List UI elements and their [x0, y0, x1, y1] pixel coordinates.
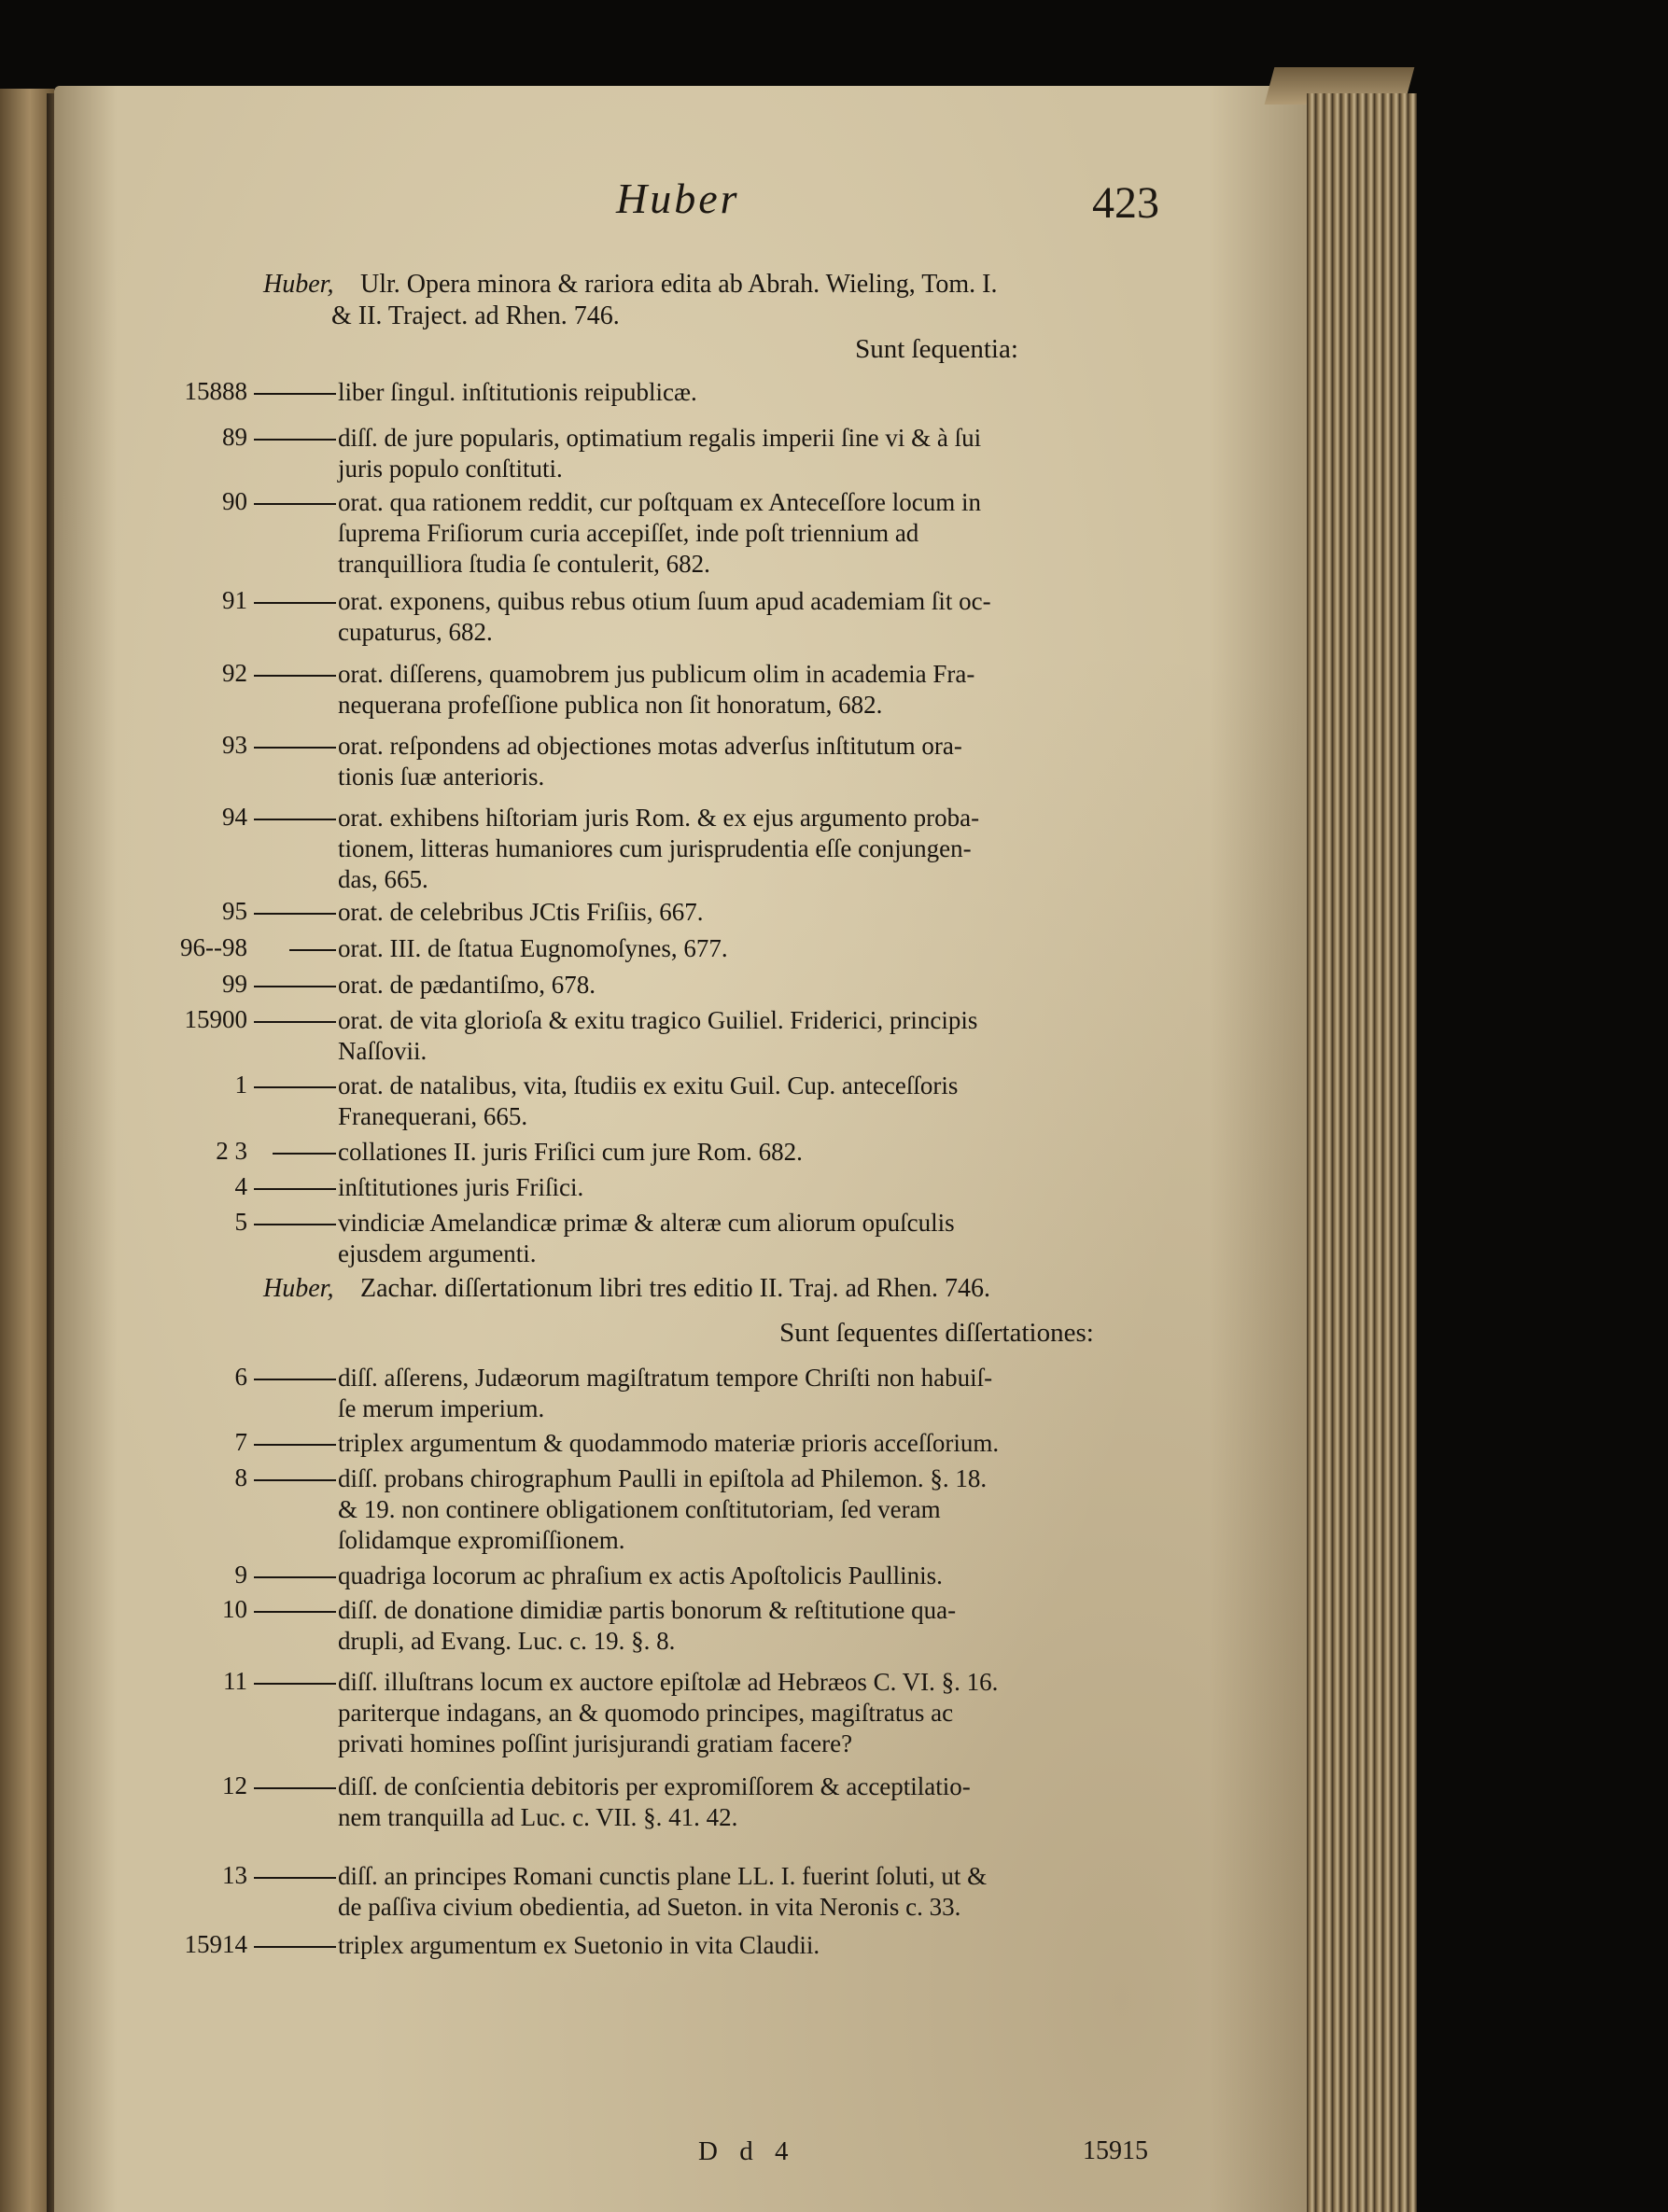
entry-text-line: ſuprema Friſiorum curia accepiſſet, inde poſt triennium ad	[338, 519, 919, 547]
entry-text-line: privati homines poſſint jurisjurandi gratiam facere?	[338, 1729, 853, 1757]
entry-number: 2 3	[216, 1137, 247, 1165]
ditto-dash	[254, 1224, 336, 1225]
ditto-dash	[273, 1153, 336, 1155]
entry-text-line: ejusdem argumenti.	[338, 1239, 537, 1267]
entry-number: 7	[234, 1428, 247, 1456]
entry-text-line: diſſ. de jure popularis, optimatium regalis imperii ſine vi & à ſui	[338, 424, 982, 452]
ditto-dash	[254, 1946, 336, 1948]
ditto-dash	[254, 1479, 336, 1481]
entry-number: 15900	[184, 1005, 247, 1033]
ditto-dash	[254, 1021, 336, 1023]
entry-text-line: tionem, litteras humaniores cum jurisprudentia eſſe conjungen-	[338, 834, 972, 862]
entry-text-line: cupaturus, 682.	[338, 618, 493, 646]
ditto-dash	[254, 1877, 336, 1879]
ditto-dash	[254, 439, 336, 441]
ditto-dash	[254, 1787, 336, 1789]
entry-number: 15888	[184, 377, 247, 405]
entry-text-line: orat. de natalibus, vita, ſtudiis ex exitu Guil. Cup. anteceſſoris	[338, 1071, 959, 1099]
entry-text-line: orat. diſſerens, quamobrem jus publicum olim in academia Fra-	[338, 660, 975, 688]
author-name	[263, 269, 333, 301]
entry-text-line: pariterque indagans, an & quomodo principes, magiſtratus ac	[338, 1699, 954, 1727]
entry-text-line: orat. III. de ſtatua Eugnomoſynes, 677.	[338, 934, 728, 962]
entry-text-line: Naſſovii.	[338, 1037, 428, 1065]
entry-number: 4	[234, 1172, 247, 1200]
entry-text-line: orat. de celebribus JCtis Friſiis, 667.	[338, 898, 704, 926]
entry-text-line: triplex argumentum ex Suetonio in vita Claudii.	[338, 1931, 820, 1959]
entry-number: 91	[222, 586, 247, 614]
catchword: 15915	[1083, 2136, 1148, 2165]
signature-mark: D d 4	[698, 2136, 796, 2166]
entry-number: 90	[222, 487, 247, 515]
ditto-dash	[254, 1188, 336, 1190]
entry-text-line: ſolidamque expromiſſionem.	[338, 1526, 625, 1554]
ditto-dash	[254, 1379, 336, 1380]
ditto-dash	[254, 503, 336, 505]
entry-text-line: liber ſingul. inſtitutionis reipublicæ.	[338, 378, 697, 406]
entry-text-line: orat. de vita glorioſa & exitu tragico Guiliel. Friderici, principis	[338, 1006, 978, 1034]
ditto-dash	[289, 949, 336, 951]
entry-text-line: das, 665.	[338, 865, 428, 893]
entry-number: 96--98	[180, 933, 247, 961]
ditto-dash	[254, 393, 336, 395]
entry-text-line: nem tranquilla ad Luc. c. VII. §. 41. 42.	[338, 1803, 738, 1831]
section-subheading: Sunt ſequentia:	[855, 334, 1018, 364]
entry-number: 1	[234, 1071, 247, 1099]
author-italic: Huber,	[263, 270, 334, 299]
entry-number: 12	[222, 1771, 247, 1799]
entry-text-line: inſtitutiones juris Friſici.	[338, 1173, 584, 1201]
entry-number: 99	[222, 970, 247, 998]
entry-text-line: collationes II. juris Friſici cum jure Rom. 682.	[338, 1138, 803, 1166]
entry-text-line: vindiciæ Amelandicæ primæ & alteræ cum aliorum opuſculis	[338, 1209, 955, 1237]
ditto-dash	[254, 986, 336, 987]
ditto-dash	[254, 1683, 336, 1685]
entry-text-line: Franequerani, 665.	[338, 1102, 528, 1130]
author-italic: Huber,	[263, 1274, 334, 1303]
entry-number: 8	[234, 1463, 247, 1491]
entry-text-line: quadriga locorum ac phraſium ex actis Apoſtolicis Paullinis.	[338, 1561, 943, 1589]
entry-number: 10	[222, 1595, 247, 1623]
entry-text-line: orat. exhibens hiſtoriam juris Rom. & ex ejus argumento proba-	[338, 804, 980, 832]
entry-title-line: Ulr. Opera minora & rariora edita ab Abrah. Wieling, Tom. I.	[360, 270, 998, 299]
entry-text-line: orat. de pædantiſmo, 678.	[338, 971, 596, 999]
entry-text-line: diſſ. probans chirographum Paulli in epiſtola ad Philemon. §. 18.	[338, 1464, 988, 1492]
ditto-dash	[254, 1086, 336, 1088]
section-subheading: Sunt ſequentes diſſertationes:	[779, 1318, 1094, 1348]
entry-number: 5	[234, 1208, 247, 1236]
entry-text-line: de paſſiva civium obedientia, ad Sueton. in vita Neronis c. 33.	[338, 1893, 961, 1921]
entry-text-line: ſe merum imperium.	[338, 1394, 545, 1422]
entry-text-line: orat. exponens, quibus rebus otium ſuum apud academiam ſit oc-	[338, 587, 991, 615]
entry-text-line: diſſ. de conſcientia debitoris per expromiſſorem & acceptilatio-	[338, 1772, 971, 1800]
entry-text-line: tranquilliora ſtudia ſe contulerit, 682.	[338, 550, 710, 578]
ditto-dash	[254, 747, 336, 749]
ditto-dash	[254, 675, 336, 677]
entry-number: 94	[222, 803, 247, 831]
ditto-dash	[254, 1576, 336, 1578]
entry-title-line: Zachar. diſſertationum libri tres editio II. Traj. ad Rhen. 746.	[360, 1274, 990, 1303]
ditto-dash	[254, 602, 336, 604]
entry-text-line: triplex argumentum & quodammodo materiæ prioris acceſſorium.	[338, 1429, 1000, 1457]
entry-number: 9	[234, 1561, 247, 1589]
entry-text-line: orat. qua rationem reddit, cur poſtquam ex Anteceſſore locum in	[338, 488, 982, 516]
entry-title-line: & II. Traject. ad Rhen. 746.	[331, 301, 620, 330]
entry-text-line: juris populo conſtituti.	[338, 455, 563, 483]
running-head: Huber	[616, 175, 740, 222]
entry-text-line: diſſ. illuſtrans locum ex auctore epiſtolæ ad Hebræos C. VI. §. 16.	[338, 1668, 999, 1696]
page-header	[0, 174, 1668, 239]
entry-text-line: diſſ. aſſerens, Judæorum magiſtratum tempore Chriſti non habuiſ-	[338, 1364, 993, 1392]
entry-number: 13	[222, 1861, 247, 1889]
entry-text-line: diſſ. de donatione dimidiæ partis bonorum & reſtitutione qua-	[338, 1596, 957, 1624]
ditto-dash	[254, 1611, 336, 1613]
entry-number: 89	[222, 423, 247, 451]
entry-number: 6	[234, 1363, 247, 1391]
entry-text-line: diſſ. an principes Romani cunctis plane LL. I. fuerint ſoluti, ut &	[338, 1862, 988, 1890]
entry-number: 15914	[184, 1930, 247, 1958]
entry-number: 11	[223, 1667, 247, 1695]
author-name	[263, 1273, 333, 1305]
entry-text-line: tionis ſuæ anterioris.	[338, 763, 545, 791]
entry-text-line: orat. reſpondens ad objectiones motas adverſus inſtitutum ora-	[338, 732, 962, 760]
ditto-dash	[254, 1444, 336, 1446]
entry-text-line: nequerana profeſſione publica non ſit honoratum, 682.	[338, 691, 883, 719]
ditto-dash	[254, 913, 336, 915]
ditto-dash	[254, 819, 336, 820]
entry-number: 92	[222, 659, 247, 687]
entry-text-line: drupli, ad Evang. Luc. c. 19. §. 8.	[338, 1627, 676, 1655]
page-block-edges	[1307, 93, 1417, 2212]
entry-number: 95	[222, 897, 247, 925]
entry-text-line: & 19. non continere obligationem conſtitutoriam, ſed veram	[338, 1495, 941, 1523]
page-number: 423	[1092, 178, 1159, 228]
entry-number: 93	[222, 731, 247, 759]
